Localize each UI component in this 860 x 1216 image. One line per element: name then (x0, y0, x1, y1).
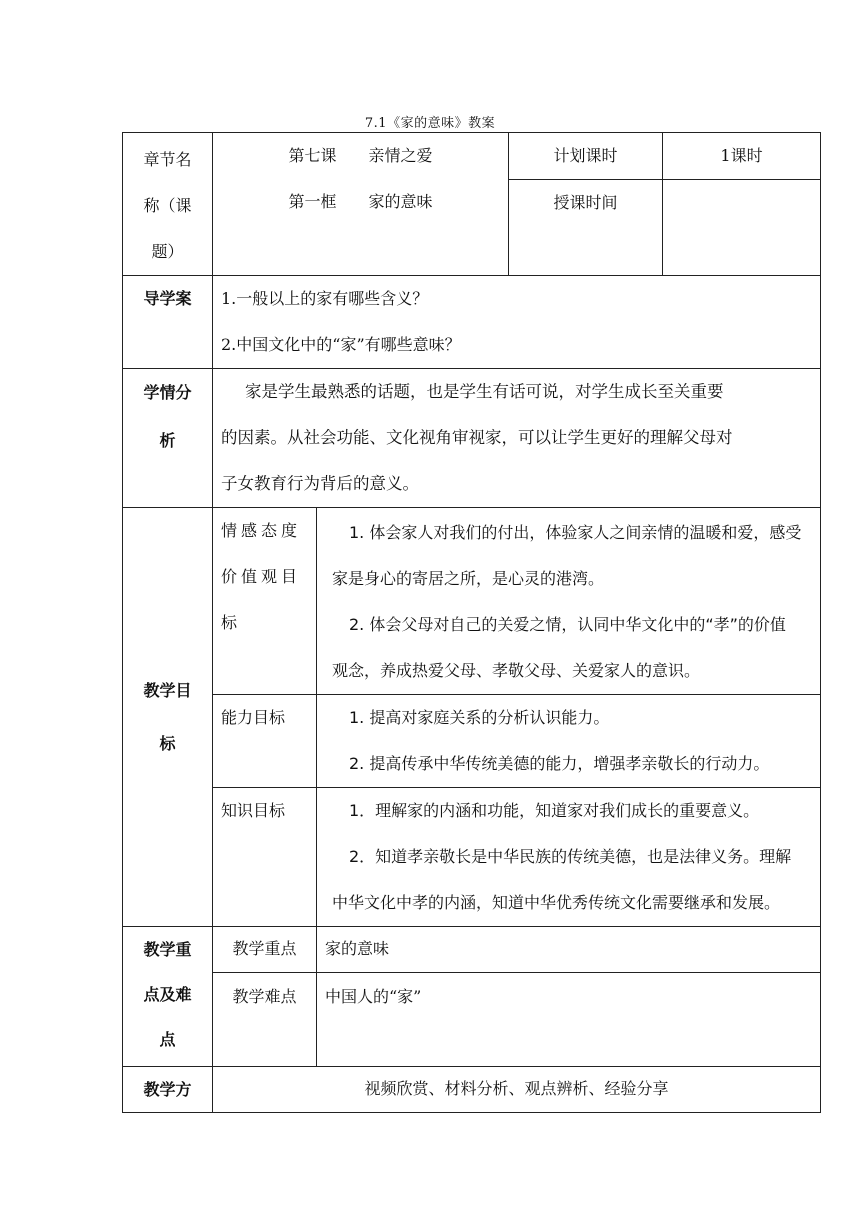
guide-row (123, 276, 821, 369)
keypoints-header-line: 教学重 (143, 940, 192, 959)
emotion-label (213, 508, 317, 695)
teaching-time-label: 授课时间 (509, 180, 663, 276)
guide-content (213, 276, 821, 369)
guide-item: 2.中国文化中的“家”有哪些意味？ (221, 335, 461, 354)
emotion-line: 1. 体会家人对我们的付出，体验家人之间亲情的温暖和爱，感受 (349, 523, 802, 542)
key-point-row (123, 927, 821, 973)
analysis-line: 家是学生最熟悉的话题，也是学生有话可说，对学生成长至关重要 (245, 382, 724, 401)
emotion-label-line: 标 (221, 613, 242, 632)
analysis-header-line: 析 (159, 431, 176, 450)
key-point-label: 教学重点 (213, 927, 317, 973)
ability-label: 能力目标 (213, 695, 317, 788)
teaching-time-value (663, 180, 821, 276)
guide-header: 导学案 (123, 276, 213, 369)
lesson-line: 第一框 家的意味 (288, 192, 433, 211)
lesson-line: 第七课 亲情之爱 (288, 146, 433, 165)
emotion-line: 观念，养成热爱父母、孝敬父母、关爱家人的意识。 (332, 661, 701, 680)
chapter-header-line: 称（课 (143, 196, 192, 215)
emotion-line: 家是身心的寄居之所，是心灵的港湾。 (332, 569, 605, 588)
lesson-title-cell (213, 133, 509, 276)
analysis-content (213, 369, 821, 508)
difficulty-label: 教学难点 (213, 973, 317, 1067)
ability-line: 2. 提高传承中华传统美德的能力，增强孝亲敬长的行动力。 (349, 754, 770, 773)
chapter-row (123, 133, 821, 180)
planned-hours-value: 1课时 (663, 133, 821, 180)
chapter-header-line: 章节名 (143, 150, 192, 169)
emotion-content (317, 508, 821, 695)
lesson-plan-table (122, 132, 821, 1113)
analysis-header (123, 369, 213, 508)
emotion-label-line: 情感态度 (221, 521, 302, 540)
ability-line: 1. 提高对家庭关系的分析认识能力。 (349, 708, 610, 727)
keypoints-header (123, 927, 213, 1067)
analysis-row (123, 369, 821, 508)
difficulty-row (123, 973, 821, 1067)
emotion-label-line: 价值观目 (221, 567, 302, 586)
difficulty-value: 中国人的“家” (317, 973, 821, 1067)
knowledge-label: 知识目标 (213, 788, 317, 927)
keypoints-header-line: 点 (159, 1030, 176, 1049)
objectives-header-line: 标 (159, 734, 176, 753)
knowledge-objective-row (123, 788, 821, 927)
objectives-header-line: 教学目 (143, 681, 192, 700)
method-value: 视频欣赏、材料分析、观点辨析、经验分享 (213, 1067, 821, 1113)
document-title: 7.1《家的意味》教案 (364, 116, 496, 131)
objectives-header (123, 508, 213, 927)
keypoints-header-line: 点及难 (143, 985, 192, 1004)
knowledge-line: 2．知道孝亲敬长是中华民族的传统美德，也是法律义务。理解 (349, 847, 792, 866)
chapter-header-cell (123, 133, 213, 276)
knowledge-line: 中华文化中孝的内涵，知道中华优秀传统文化需要继承和发展。 (332, 893, 781, 912)
ability-objective-row (123, 695, 821, 788)
analysis-header-line: 学情分 (143, 383, 192, 402)
key-point-value: 家的意味 (317, 927, 821, 973)
method-row (123, 1067, 821, 1113)
emotion-objective-row (123, 508, 821, 695)
ability-content (317, 695, 821, 788)
analysis-line: 的因素。从社会功能、文化视角审视家，可以让学生更好的理解父母对 (221, 428, 733, 447)
knowledge-content (317, 788, 821, 927)
analysis-line: 子女教育行为背后的意义。 (221, 474, 419, 493)
guide-item: 1.一般以上的家有哪些含义？ (221, 289, 429, 308)
planned-hours-label: 计划课时 (509, 133, 663, 180)
emotion-line: 2. 体会父母对自己的关爱之情，认同中华文化中的“孝”的价值 (349, 615, 786, 634)
method-header: 教学方 (123, 1067, 213, 1113)
knowledge-line: 1．理解家的内涵和功能，知道家对我们成长的重要意义。 (349, 801, 760, 820)
chapter-header-line: 题） (151, 242, 184, 261)
